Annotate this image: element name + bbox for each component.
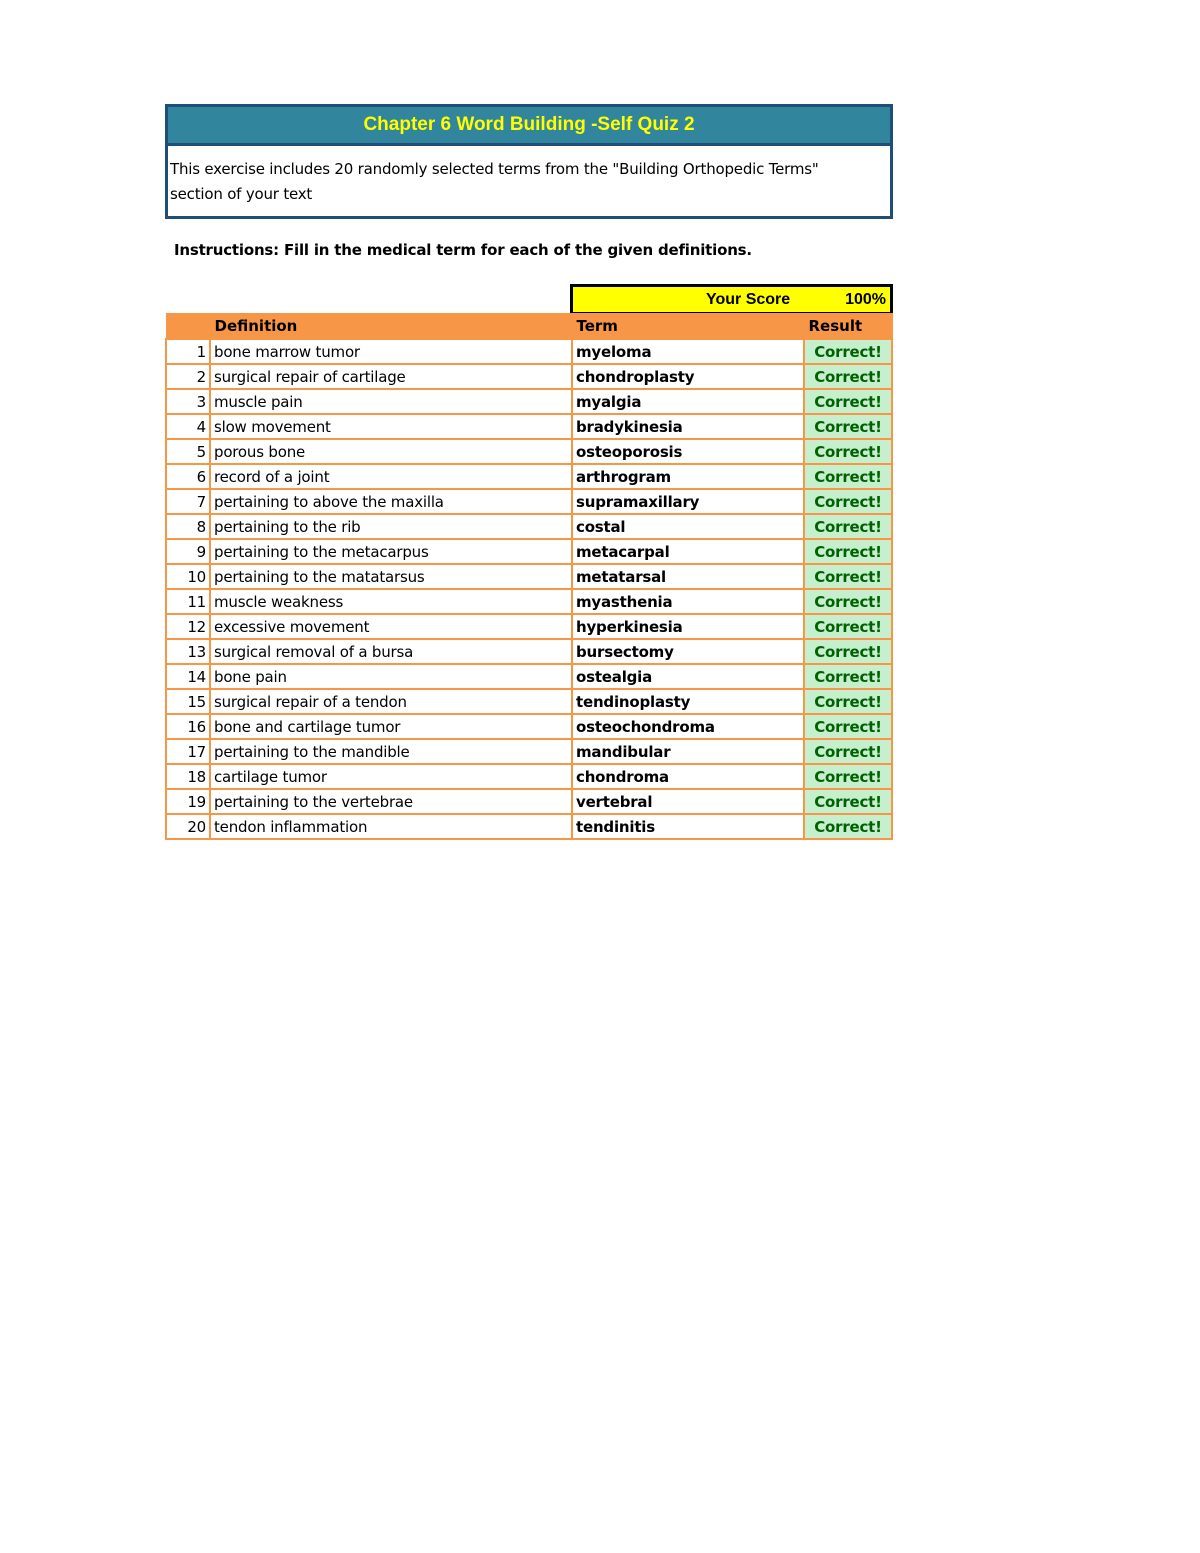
row-number: 5 xyxy=(166,439,210,464)
table-row xyxy=(166,689,892,714)
definition-cell: pertaining to above the maxilla xyxy=(210,489,572,514)
result-cell: Correct! xyxy=(804,714,892,739)
result-cell: Correct! xyxy=(804,639,892,664)
quiz-header xyxy=(165,104,893,219)
row-number: 12 xyxy=(166,614,210,639)
table-row xyxy=(166,764,892,789)
row-number: 18 xyxy=(166,764,210,789)
definition-cell: surgical repair of a tendon xyxy=(210,689,572,714)
term-input[interactable]: osteoporosis xyxy=(572,439,804,464)
definition-cell: pertaining to the vertebrae xyxy=(210,789,572,814)
result-cell: Correct! xyxy=(804,514,892,539)
result-cell: Correct! xyxy=(804,439,892,464)
row-number: 10 xyxy=(166,564,210,589)
definition-cell: pertaining to the metacarpus xyxy=(210,539,572,564)
definition-cell: pertaining to the matatarsus xyxy=(210,564,572,589)
term-input[interactable]: metacarpal xyxy=(572,539,804,564)
column-header-term: Term xyxy=(572,314,804,340)
table-row xyxy=(166,564,892,589)
table-row xyxy=(166,539,892,564)
column-header-result: Result xyxy=(804,314,892,340)
row-number: 2 xyxy=(166,364,210,389)
definition-cell: surgical repair of cartilage xyxy=(210,364,572,389)
row-number: 4 xyxy=(166,414,210,439)
row-number: 8 xyxy=(166,514,210,539)
definition-cell: porous bone xyxy=(210,439,572,464)
row-number: 19 xyxy=(166,789,210,814)
table-row xyxy=(166,664,892,689)
result-cell: Correct! xyxy=(804,389,892,414)
term-input[interactable]: metatarsal xyxy=(572,564,804,589)
term-input[interactable]: chondroplasty xyxy=(572,364,804,389)
term-input[interactable]: bursectomy xyxy=(572,639,804,664)
table-row xyxy=(166,439,892,464)
table-row xyxy=(166,389,892,414)
term-input[interactable]: tendinitis xyxy=(572,814,804,839)
quiz-title: Chapter 6 Word Building -Self Quiz 2 xyxy=(168,107,890,146)
result-cell: Correct! xyxy=(804,814,892,839)
definition-cell: pertaining to the rib xyxy=(210,514,572,539)
definition-cell: cartilage tumor xyxy=(210,764,572,789)
column-header-number xyxy=(166,314,210,340)
result-cell: Correct! xyxy=(804,464,892,489)
row-number: 13 xyxy=(166,639,210,664)
result-cell: Correct! xyxy=(804,364,892,389)
table-header-row xyxy=(166,314,892,340)
table-row xyxy=(166,339,892,364)
instructions: Instructions: Fill in the medical term for each of the given definitions. xyxy=(174,241,752,259)
term-input[interactable]: osteochondroma xyxy=(572,714,804,739)
table-row xyxy=(166,514,892,539)
term-input[interactable]: mandibular xyxy=(572,739,804,764)
result-cell: Correct! xyxy=(804,564,892,589)
result-cell: Correct! xyxy=(804,739,892,764)
result-cell: Correct! xyxy=(804,589,892,614)
term-input[interactable]: myalgia xyxy=(572,389,804,414)
term-input[interactable]: bradykinesia xyxy=(572,414,804,439)
definition-cell: bone and cartilage tumor xyxy=(210,714,572,739)
row-number: 7 xyxy=(166,489,210,514)
row-number: 11 xyxy=(166,589,210,614)
definition-cell: muscle weakness xyxy=(210,589,572,614)
table-row xyxy=(166,414,892,439)
row-number: 3 xyxy=(166,389,210,414)
term-input[interactable]: hyperkinesia xyxy=(572,614,804,639)
definition-cell: bone marrow tumor xyxy=(210,339,572,364)
row-number: 6 xyxy=(166,464,210,489)
definition-cell: pertaining to the mandible xyxy=(210,739,572,764)
result-cell: Correct! xyxy=(804,489,892,514)
term-input[interactable]: vertebral xyxy=(572,789,804,814)
term-input[interactable]: costal xyxy=(572,514,804,539)
term-input[interactable]: myasthenia xyxy=(572,589,804,614)
table-row xyxy=(166,639,892,664)
row-number: 14 xyxy=(166,664,210,689)
row-number: 20 xyxy=(166,814,210,839)
score-box xyxy=(570,284,893,315)
result-cell: Correct! xyxy=(804,539,892,564)
definition-cell: excessive movement xyxy=(210,614,572,639)
definition-cell: slow movement xyxy=(210,414,572,439)
quiz-table-body xyxy=(166,339,892,839)
description-line-1: This exercise includes 20 randomly selected terms from the "Building Orthopedic Terms" xyxy=(170,160,819,178)
term-input[interactable]: supramaxillary xyxy=(572,489,804,514)
row-number: 17 xyxy=(166,739,210,764)
table-row xyxy=(166,364,892,389)
definition-cell: muscle pain xyxy=(210,389,572,414)
score-value: 100% xyxy=(845,291,886,308)
result-cell: Correct! xyxy=(804,789,892,814)
result-cell: Correct! xyxy=(804,689,892,714)
definition-cell: surgical removal of a bursa xyxy=(210,639,572,664)
table-row xyxy=(166,714,892,739)
result-cell: Correct! xyxy=(804,614,892,639)
table-row xyxy=(166,789,892,814)
table-row xyxy=(166,614,892,639)
table-row xyxy=(166,464,892,489)
term-input[interactable]: chondroma xyxy=(572,764,804,789)
term-input[interactable]: arthrogram xyxy=(572,464,804,489)
row-number: 9 xyxy=(166,539,210,564)
result-cell: Correct! xyxy=(804,664,892,689)
table-row xyxy=(166,739,892,764)
result-cell: Correct! xyxy=(804,764,892,789)
column-header-definition: Definition xyxy=(210,314,572,340)
quiz-table xyxy=(165,313,893,840)
description-line-2: section of your text xyxy=(170,185,313,203)
table-row xyxy=(166,589,892,614)
definition-cell: tendon inflammation xyxy=(210,814,572,839)
term-input[interactable]: myeloma xyxy=(572,339,804,364)
row-number: 16 xyxy=(166,714,210,739)
table-row xyxy=(166,814,892,839)
definition-cell: bone pain xyxy=(210,664,572,689)
row-number: 15 xyxy=(166,689,210,714)
row-number: 1 xyxy=(166,339,210,364)
quiz-description xyxy=(168,146,890,207)
result-cell: Correct! xyxy=(804,339,892,364)
term-input[interactable]: tendinoplasty xyxy=(572,689,804,714)
result-cell: Correct! xyxy=(804,414,892,439)
term-input[interactable]: ostealgia xyxy=(572,664,804,689)
table-row xyxy=(166,489,892,514)
definition-cell: record of a joint xyxy=(210,464,572,489)
score-label: Your Score xyxy=(706,291,791,308)
